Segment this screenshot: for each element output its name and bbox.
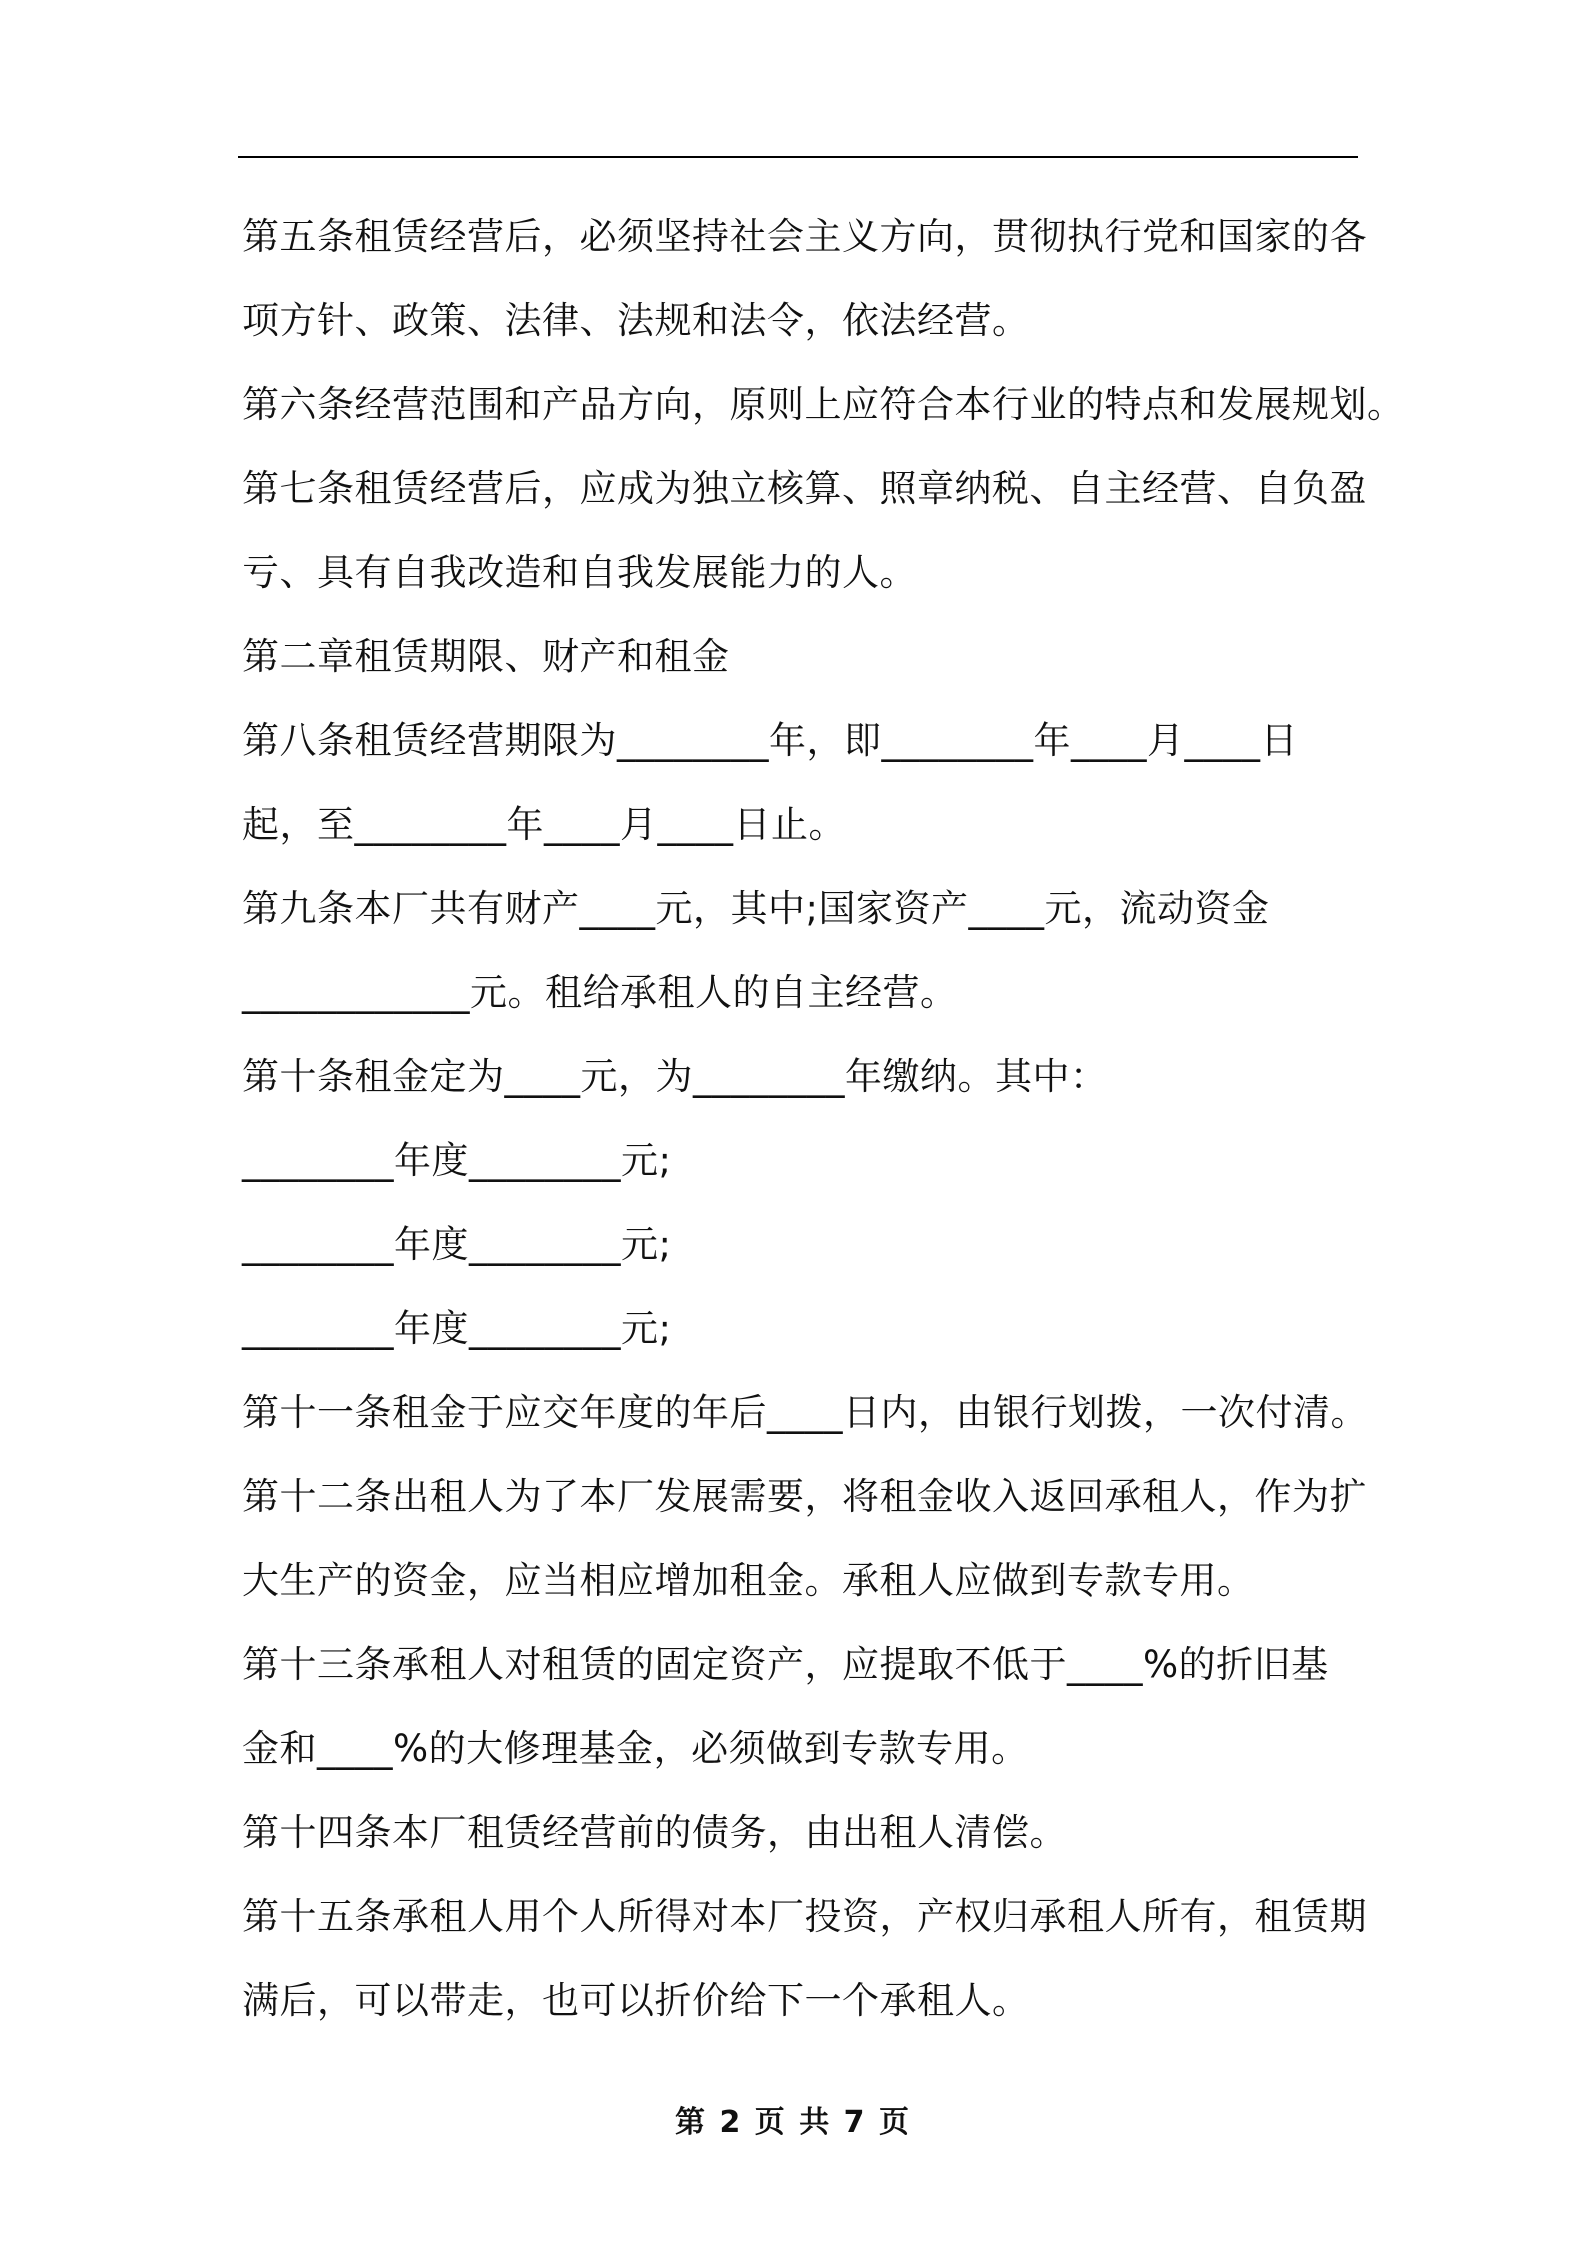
header-rule [238, 156, 1358, 158]
text-line-2: 项方针、政策、法律、法规和法令，依法经营。 [242, 299, 1030, 342]
text-line-12: ________年度________元; [242, 1139, 672, 1182]
text-line-14: ________年度________元; [242, 1307, 672, 1350]
text-line-1: 第五条租赁经营后，必须坚持社会主义方向，贯彻执行党和国家的各 [242, 215, 1367, 258]
text-line-5: 亏、具有自我改造和自我发展能力的人。 [242, 551, 917, 594]
document-body [242, 195, 1405, 2043]
text-line-19: 金和____%的大修理基金，必须做到专款专用。 [242, 1727, 1029, 1770]
text-line-11: 第十条租金定为____元，为________年缴纳。其中： [242, 1055, 1108, 1098]
text-line-8: 起，至________年____月____日止。 [242, 803, 846, 846]
text-line-15: 第十一条租金于应交年度的年后____日内，由银行划拨，一次付清。 [242, 1391, 1368, 1434]
text-line-17: 大生产的资金，应当相应增加租金。承租人应做到专款专用。 [242, 1559, 1255, 1602]
text-line-9: 第九条本厂共有财产____元，其中;国家资产____元，流动资金 [242, 887, 1270, 930]
text-line-21: 第十五条承租人用个人所得对本厂投资，产权归承租人所有，租赁期 [242, 1895, 1367, 1938]
chapter-heading: 第二章租赁期限、财产和租金 [242, 635, 730, 678]
text-line-16: 第十二条出租人为了本厂发展需要，将租金收入返回承租人，作为扩 [242, 1475, 1367, 1518]
page-number: 第 2 页 共 7 页 [675, 2105, 911, 2140]
text-line-10: ____________元。租给承租人的自主经营。 [242, 971, 958, 1014]
text-line-4: 第七条租赁经营后，应成为独立核算、照章纳税、自主经营、自负盈 [242, 467, 1367, 510]
text-line-7: 第八条租赁经营期限为________年，即________年____月____日 [242, 719, 1298, 762]
text-line-22: 满后，可以带走，也可以折价给下一个承租人。 [242, 1979, 1030, 2022]
text-line-20: 第十四条本厂租赁经营前的债务，由出租人清偿。 [242, 1811, 1067, 1854]
text-line-18: 第十三条承租人对租赁的固定资产，应提取不低于____%的折旧基 [242, 1643, 1329, 1686]
text-line-13: ________年度________元; [242, 1223, 672, 1266]
text-line-3: 第六条经营范围和产品方向，原则上应符合本行业的特点和发展规划。 [242, 383, 1405, 426]
